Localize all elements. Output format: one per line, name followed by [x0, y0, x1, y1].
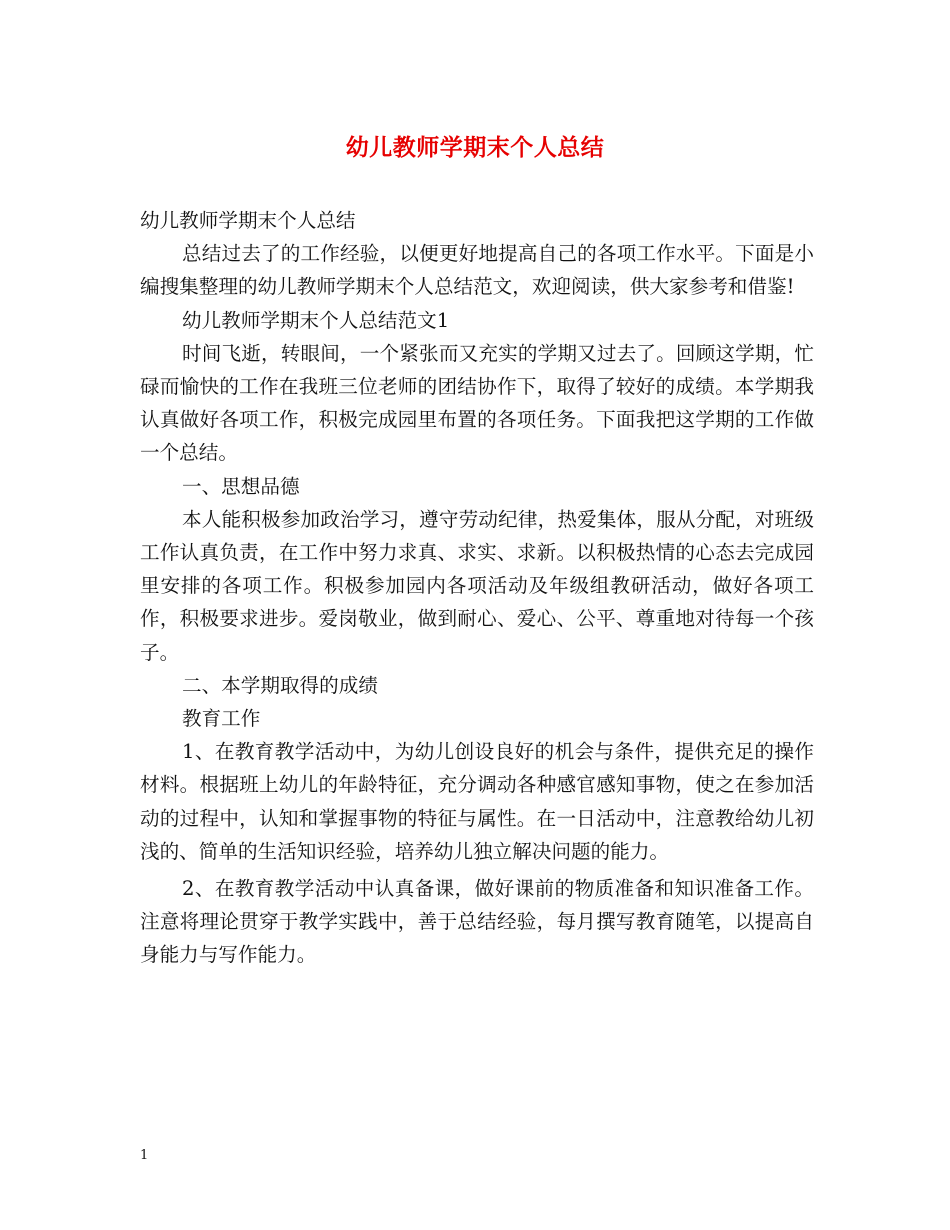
section-heading: 二、本学期取得的成绩 — [182, 673, 378, 697]
section-heading: 一、思想品德 — [182, 474, 300, 498]
body-paragraph: 时间飞逝，转眼间，一个紧张而又充实的学期又过去了。回顾这学期，忙碌而愉快的工作在我班三位老师的团结协作下，取得了较好的成绩。本学期我认真做好各项工作，积极完成园里布置的各项任务。下面我把这学期的工作做一个总结。 — [140, 341, 814, 465]
page-number: 1 — [140, 1148, 149, 1163]
document-title: 幼儿教师学期末个人总结 — [345, 134, 605, 161]
intro-paragraph: 总结过去了的工作经验，以便更好地提高自己的各项工作水平。下面是小编搜集整理的幼儿教师学期末个人总结范文，欢迎阅读，供大家参考和借鉴! — [140, 242, 814, 299]
subsection-heading: 教育工作 — [182, 707, 261, 731]
body-paragraph: 2、在教育教学活动中认真备课，做好课前的物质准备和知识准备工作。注意将理论贯穿于教学实践中，善于总结经验，每月撰写教育随笔，以提高自身能力与写作能力。 — [140, 877, 814, 967]
document-body — [140, 204, 814, 972]
heading-line: 幼儿教师学期末个人总结 — [140, 209, 356, 232]
sample-heading: 幼儿教师学期末个人总结范文1 — [182, 308, 450, 332]
body-paragraph: 1、在教育教学活动中，为幼儿创设良好的机会与条件，提供充足的操作材料。根据班上幼儿的年龄特征，充分调动各种感官感知事物，使之在参加活动的过程中，认知和掌握事物的特征与属性。在一日活动中，注意教给幼儿初浅的、简单的生活知识经验，培养幼儿独立解决问题的能力。 — [140, 740, 814, 863]
body-paragraph: 本人能积极参加政治学习，遵守劳动纪律，热爱集体，服从分配，对班级工作认真负责，在工作中努力求真、求实、求新。以积极热情的心态去完成园里安排的各项工作。积极参加园内各项活动及年级组教研活动，做好各项工作，积极要求进步。爱岗敬业，做到耐心、爱心、公平、尊重地对待每一个孩子。 — [140, 507, 814, 664]
